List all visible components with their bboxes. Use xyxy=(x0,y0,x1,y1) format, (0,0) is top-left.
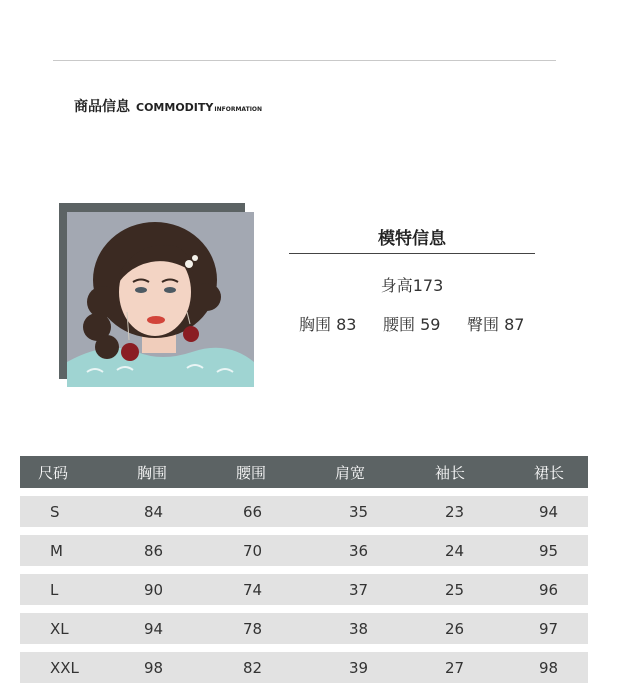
cell-shoulder: 39 xyxy=(349,658,369,677)
cell-length: 98 xyxy=(539,658,559,677)
header-waist: 腰围 xyxy=(236,463,267,482)
header-length: 裙长 xyxy=(534,463,565,482)
cell-waist: 70 xyxy=(243,541,263,560)
cell-length: 94 xyxy=(539,502,559,521)
cell-size: L xyxy=(50,580,59,599)
cell-waist: 66 xyxy=(243,502,263,521)
model-photo xyxy=(67,212,254,387)
cell-bust: 86 xyxy=(144,541,164,560)
model-bust: 胸围 83 xyxy=(299,315,357,334)
header-bust: 胸围 xyxy=(137,463,168,482)
top-divider xyxy=(53,60,556,61)
table-row xyxy=(20,613,588,644)
size-table-header xyxy=(20,456,588,488)
cell-shoulder: 37 xyxy=(349,580,369,599)
cell-shoulder: 38 xyxy=(349,619,369,638)
cell-waist: 74 xyxy=(243,580,263,599)
cell-bust: 90 xyxy=(144,580,164,599)
header-shoulder: 肩宽 xyxy=(335,463,366,482)
cell-length: 97 xyxy=(539,619,559,638)
cell-sleeve: 23 xyxy=(445,502,465,521)
cell-bust: 84 xyxy=(144,502,164,521)
cell-bust: 98 xyxy=(144,658,164,677)
table-row xyxy=(20,574,588,605)
size-table xyxy=(20,456,588,683)
cell-sleeve: 26 xyxy=(445,619,465,638)
section-title-en: COMMODITY xyxy=(136,101,214,114)
cell-size: S xyxy=(50,502,60,521)
cell-sleeve: 24 xyxy=(445,541,465,560)
model-info-title: 模特信息 xyxy=(378,229,446,249)
model-hips: 臀围 87 xyxy=(467,315,525,334)
model-height: 身高173 xyxy=(380,276,444,295)
section-title-en-small: INFORMATION xyxy=(214,106,263,113)
cell-bust: 94 xyxy=(144,619,164,638)
table-row xyxy=(20,652,588,683)
model-waist: 腰围 59 xyxy=(383,315,441,334)
cell-size: M xyxy=(50,541,63,560)
cell-shoulder: 35 xyxy=(349,502,369,521)
cell-size: XXL xyxy=(50,658,79,677)
table-row xyxy=(20,496,588,527)
cell-waist: 82 xyxy=(243,658,263,677)
model-info-divider xyxy=(289,253,535,254)
cell-waist: 78 xyxy=(243,619,263,638)
cell-shoulder: 36 xyxy=(349,541,369,560)
cell-size: XL xyxy=(50,619,69,638)
header-size: 尺码 xyxy=(38,463,69,482)
cell-length: 95 xyxy=(539,541,559,560)
section-title xyxy=(74,96,262,116)
section-title-cn: 商品信息 xyxy=(74,99,130,115)
cell-sleeve: 25 xyxy=(445,580,465,599)
header-sleeve: 袖长 xyxy=(435,463,466,482)
table-row xyxy=(20,535,588,566)
cell-sleeve: 27 xyxy=(445,658,465,677)
cell-length: 96 xyxy=(539,580,559,599)
